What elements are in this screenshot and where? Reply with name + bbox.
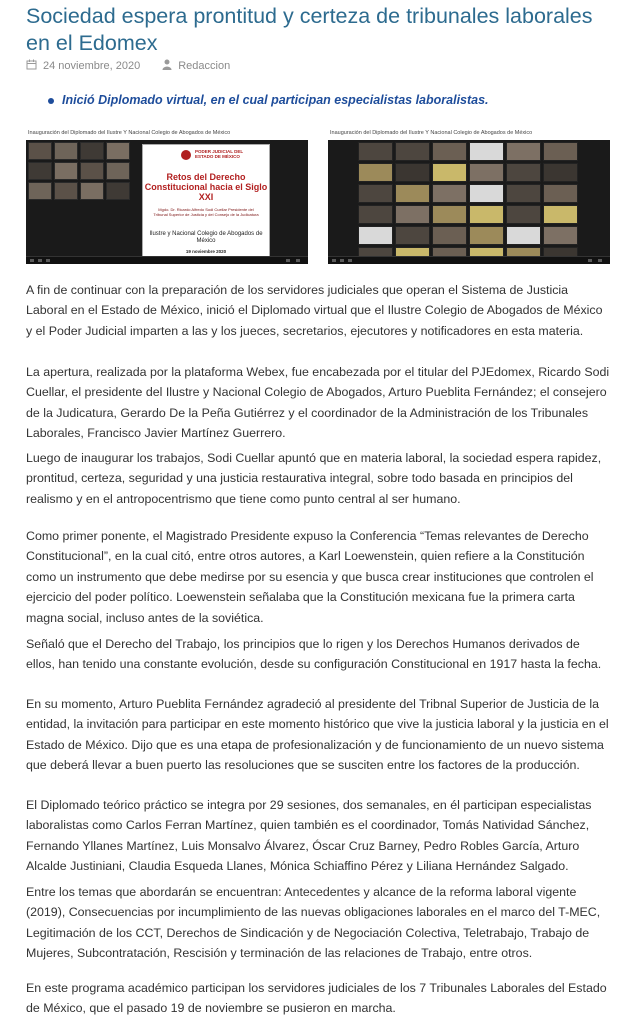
- highlight-bullet: [48, 93, 489, 107]
- screenshot-caption: Inauguración del Diplomado del Ilustre Y Nacional Colegio de Abogados de México: [328, 128, 610, 140]
- article-meta: [26, 59, 230, 73]
- judicial-logo: [181, 150, 191, 160]
- slide-title: Retos del Derecho Constitucional hacia el Siglo XXI: [144, 172, 268, 202]
- paragraph: Luego de inaugurar los trabajos, Sodi Cuellar apuntó que en materia laboral, la sociedad espera rapidez, prontitud, certeza, seguridad y una justicia restaurativa integral, sobre todo basada en principios del realismo y en el antropocentrismo que tiene como punto central al ser humano.: [26, 451, 602, 506]
- video-toolbar: [26, 256, 308, 264]
- paragraph: La apertura, realizada por la plataforma Webex, fue encabezada por el titular del PJEdomex, Ricardo Sodi Cuellar, el presidente del Ilustre y Nacional Colegio de Abogados, Arturo Pueblita Fernández; el consejero de la Judicatura, Gerardo De la Peña Gutiérrez y el coordinador de la Administración de los Tribunales Laborales, Francisco Javier Martínez Guerrero.: [26, 365, 610, 441]
- paragraph: El Diplomado teórico práctico se integra por 29 sesiones, dos semanales, en él participan especialistas laboralistas como Carlos Ferran Martínez, quien también es el coordinador, Tomás Natividad Sánchez, Fernando Yllanes Martínez, Luis Monsalvo Álvarez, Óscar Cruz Barney, Pedro Robles García, Arturo Alcalde Justiniani, Claudia Esqueda Llanes, Mónica Schiaffino Pérez y Liliana Hernández Salgado.: [26, 798, 592, 874]
- article-title: Sociedad espera prontitud y certeza de tribunales laborales en el Edomex: [26, 4, 593, 55]
- paragraph: Entre los temas que abordarán se encuentran: Antecedentes y alcance de la reforma laboral vigente (2019), Consecuencias por incumplimiento de las nuevas obligaciones laborales en el marco del T-MEC, Legitimación de los CCT, Derechos de Sindicación y de Negociación Colectiva, Teletrabajo, Trabajo de Mujeres, Subcontratación, Rescisión y terminación de las relaciones de Trabajo, entre otros.: [26, 885, 601, 961]
- paragraph: En este programa académico participan los servidores judiciales de los 7 Tribunales Laborales del Estado de México, que el pasado 19 de noviembre se pusieron en marcha.: [26, 981, 607, 1016]
- article-date[interactable]: 24 noviembre, 2020: [43, 60, 141, 72]
- slide-bottom-text: Ilustre y Nacional Colegio de Abogados de México: [149, 231, 263, 244]
- video-toolbar: [328, 256, 610, 264]
- paragraph: Señaló que el Derecho del Trabajo, los principios que lo rigen y los Derechos Humanos derivados de ellos, han tenido una constante evolución, desde su configuración Constitucional en 1917 hasta la fecha.: [26, 637, 602, 672]
- slide-subtitle: Mgdo. Dr. Ricardo Alfredo Sodi Cuellar Presidente del Tribunal Superior de Justicia y del Consejo de la Judicatura: [153, 207, 259, 217]
- article-author[interactable]: Redaccion: [178, 60, 231, 72]
- slide-date: 19 noviembre 2020: [185, 249, 227, 254]
- slide-org: PODER JUDICIAL DEL ESTADO DE MÉXICO: [195, 149, 244, 159]
- conference-screenshot-left[interactable]: [26, 128, 308, 264]
- screenshot-caption: Inauguración del Diplomado del Ilustre Y Nacional Colegio de Abogados de México: [26, 128, 308, 140]
- participant-thumbnails: [28, 142, 148, 202]
- conference-screenshot-right[interactable]: [328, 128, 610, 264]
- bullet-dot: [48, 98, 54, 104]
- paragraph: A fin de continuar con la preparación de los servidores judiciales que operan el Sistema de Justicia Laboral en el Estado de México, inició el Diplomado virtual que el Ilustre Colegio de Abogados de México y el Poder Judicial imparten a las y los jueces, secretarios, ejecutores y notificadores en esta materia.: [26, 283, 603, 338]
- highlight-text: Inició Diplomado virtual, en el cual participan especialistas laboralistas.: [62, 93, 489, 107]
- participant-grid: [358, 142, 580, 264]
- user-icon: [162, 59, 172, 73]
- paragraph: Como primer ponente, el Magistrado Presidente expuso la Conferencia “Temas relevantes de Derecho Constitucional”, en la cual citó, entre otros autores, a Karl Loewenstein, quien refiere a la Constitución como un instrumento que debe medirse por su esencia y que busca crear instituciones que controlen el ejercicio del poder político. Loewenstein señalaba que la Constitución mexicana fue la primera carta magna social, incluso antes de la soviética.: [26, 529, 594, 625]
- paragraph: En su momento, Arturo Pueblita Fernández agradeció al presidente del Tribnal Superior de Justicia de la entidad, la invitación para participar en este momento histórico que vive la justicia laboral y la justicia en el Estado de México. Dijo que es una etapa de profesionalización y de funcionamiento de un nuevo sistema que deberá llevar a buen puerto las resoluciones que se susciten entre los factores de la producción.: [26, 697, 609, 773]
- calendar-icon: [26, 59, 37, 73]
- presentation-slide: [142, 144, 270, 257]
